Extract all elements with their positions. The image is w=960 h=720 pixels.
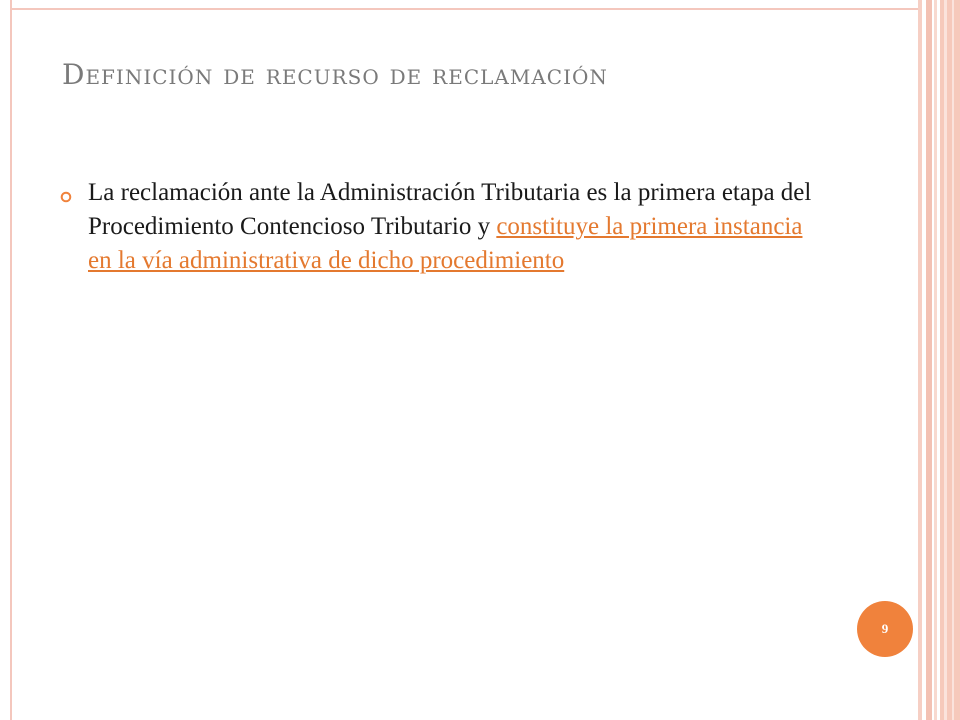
decorative-stripe	[952, 0, 954, 720]
bullet-item	[60, 176, 820, 278]
page-number: 9	[881, 621, 889, 636]
decorative-stripe	[934, 0, 937, 720]
bullet-hyperlink[interactable]: constituye la primera instancia en la vía administrativa de dicho procedimiento	[88, 213, 803, 274]
slide-title: Definición de recurso de reclamación	[62, 58, 608, 91]
decorative-stripe	[918, 0, 922, 720]
page-number-badge	[857, 601, 913, 657]
bullet-text-plain: La reclamación ante la Administración Tributaria es la primera etapa del Procedimiento Contencioso Tributario y	[88, 179, 812, 240]
frame-left-line	[10, 0, 12, 720]
decorative-stripe	[944, 0, 947, 720]
frame-top-line	[10, 8, 920, 10]
slide-content	[60, 176, 820, 278]
ring-bullet-icon	[60, 188, 72, 200]
decorative-stripe	[926, 0, 932, 720]
decorative-stripe	[940, 0, 960, 720]
bullet-text	[88, 176, 820, 278]
